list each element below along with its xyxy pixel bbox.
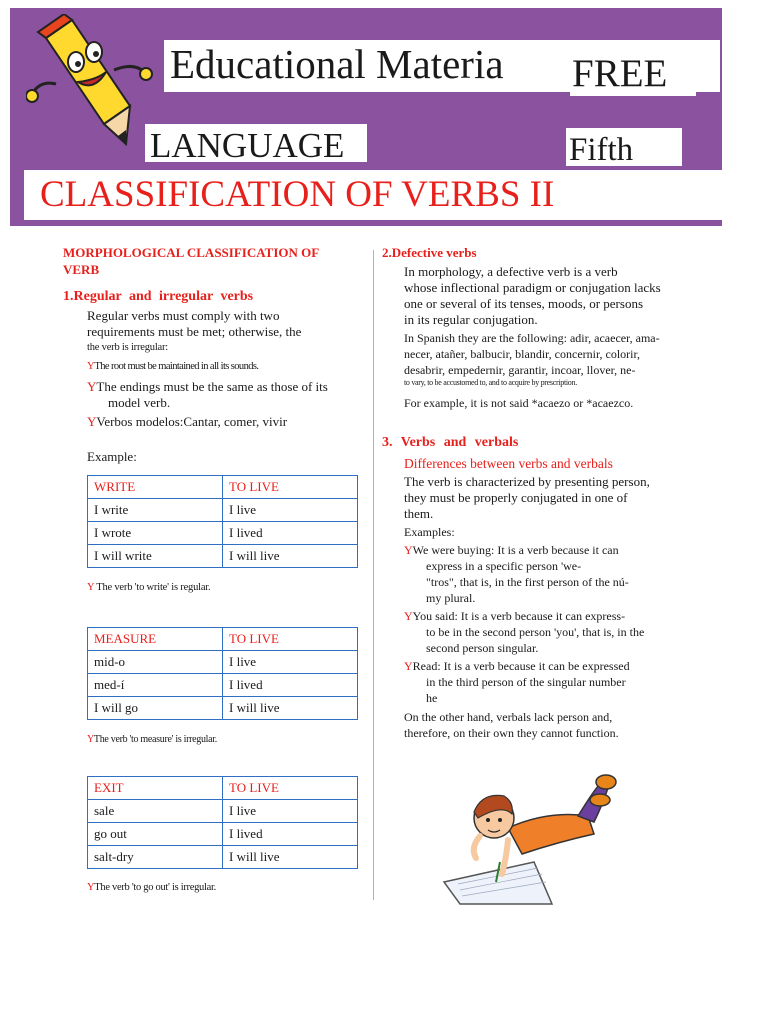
example-text: Read: It is a verb because it can be expressed (412, 659, 630, 673)
example-item (404, 610, 625, 624)
bullet-text: The root must be maintained in all its sounds. (94, 361, 259, 372)
example-item (404, 544, 619, 558)
topic-title: CLASSIFICATION OF VERBS II (40, 174, 555, 215)
table-row (88, 697, 358, 720)
table-row (88, 545, 358, 568)
table-cell: WRITE (88, 476, 223, 499)
table-row (88, 800, 358, 823)
table-row (88, 522, 358, 545)
paragraph-line: The verb is characterized by presenting person, (404, 474, 650, 489)
child-drawing-illustration (438, 770, 618, 906)
table-note (87, 734, 217, 746)
grade-label: Fifth (569, 132, 634, 168)
table-cell: I live (223, 499, 358, 522)
paragraph-line: In morphology, a defective verb is a verb (404, 264, 618, 279)
paragraph-line: in its regular conjugation. (404, 312, 538, 327)
bullet-marker: Y (404, 543, 413, 557)
examples-label: Examples: (404, 525, 455, 539)
table-row (88, 674, 358, 697)
table-cell: I lived (223, 522, 358, 545)
bullet-marker: Y (87, 379, 97, 394)
table-cell: TO LIVE (223, 476, 358, 499)
note-text: The verb 'to go out' is irregular. (94, 882, 216, 893)
table-row (88, 651, 358, 674)
example-continuation: in the third person of the singular number (426, 675, 626, 689)
paragraph-line: desabrir, empedernir, garantir, incoar, llover, ne- (404, 363, 636, 377)
section-heading-line2: VERB (63, 262, 100, 277)
paragraph-line: the verb is irregular: (87, 342, 169, 353)
paragraph-line: Regular verbs must comply with two (87, 308, 280, 323)
page-title: Educational Materia (170, 41, 504, 87)
table-header-row (88, 628, 358, 651)
bullet-marker: Y (87, 414, 97, 429)
table-row (88, 823, 358, 846)
section-heading-line1: MORPHOLOGICAL CLASSIFICATION OF (63, 245, 320, 260)
paragraph-line: On the other hand, verbals lack person and, (404, 710, 613, 724)
table-cell: I will live (223, 697, 358, 720)
example-text: We were buying: It is a verb because it can (412, 543, 619, 557)
example-continuation: second person singular. (426, 641, 539, 655)
bullet-item (87, 361, 258, 373)
subsection-regular-irregular: 1.Regular and irregular verbs (63, 289, 254, 304)
table-cell: I will live (223, 846, 358, 869)
paragraph-line: necer, atañer, balbucir, blandir, concernir, colorir, (404, 347, 640, 361)
example-item (404, 660, 630, 674)
table-cell: I lived (223, 823, 358, 846)
table-cell: med-í (88, 674, 223, 697)
table-cell: I will write (88, 545, 223, 568)
subsection-defective: 2.Defective verbs (382, 245, 477, 260)
paragraph-line: they must be properly conjugated in one of (404, 490, 628, 505)
example-continuation: he (426, 691, 438, 705)
bullet-item (87, 380, 328, 395)
example-continuation: express in a specific person 'we- (426, 559, 582, 573)
free-label: FREE (572, 52, 668, 95)
table-cell: TO LIVE (223, 777, 358, 800)
table-cell: sale (88, 800, 223, 823)
bullet-marker: Y (87, 734, 94, 745)
bullet-marker: Y (87, 361, 95, 372)
table-note (87, 582, 210, 594)
paragraph-line: to vary, to be accustomed to, and to acquire by prescription. (404, 378, 577, 387)
paragraph-line: therefore, on their own they cannot function. (404, 726, 619, 740)
bullet-text: Verbos modelos:Cantar, comer, vivir (96, 414, 288, 429)
table-cell: I will live (223, 545, 358, 568)
bullet-marker: Y (87, 582, 94, 593)
note-text: The verb 'to measure' is irregular. (93, 734, 217, 745)
subject-label: LANGUAGE (150, 126, 345, 165)
conjugation-table-exit (87, 776, 358, 869)
table-cell: go out (88, 823, 223, 846)
table-cell: I live (223, 800, 358, 823)
example-label: Example: (87, 449, 137, 464)
table-cell: I lived (223, 674, 358, 697)
paragraph-line: In Spanish they are the following: adir, acaecer, ama- (404, 331, 660, 345)
paragraph-line: one or several of its tenses, moods, or persons (404, 296, 644, 311)
paragraph-line: requirements must be met; otherwise, the (87, 324, 302, 339)
table-cell: salt-dry (88, 846, 223, 869)
subsection-verbs-verbals: 3. Verbs and verbals (382, 435, 519, 450)
table-cell: MEASURE (88, 628, 223, 651)
table-header-row (88, 476, 358, 499)
table-cell: TO LIVE (223, 628, 358, 651)
subheading-differences: Differences between verbs and verbals (404, 456, 613, 471)
table-header-row (88, 777, 358, 800)
table-cell: I will go (88, 697, 223, 720)
paragraph-line: them. (404, 506, 434, 521)
bullet-item (87, 415, 287, 430)
example-continuation: "tros", that is, in the first person of the nú- (426, 575, 629, 589)
note-text: The verb 'to write' is regular. (94, 582, 211, 593)
table-row (88, 499, 358, 522)
bullet-marker: Y (87, 882, 95, 893)
example-continuation: my plural. (426, 591, 476, 605)
bullet-marker: Y (404, 659, 413, 673)
bullet-text: The endings must be the same as those of its (96, 379, 328, 394)
table-cell: mid-o (88, 651, 223, 674)
table-cell: I write (88, 499, 223, 522)
conjugation-table-measure (87, 627, 358, 720)
paragraph-line: whose inflectional paradigm or conjugation lacks (404, 280, 661, 295)
table-row (88, 846, 358, 869)
column-divider (373, 250, 374, 900)
table-cell: I wrote (88, 522, 223, 545)
table-cell: EXIT (88, 777, 223, 800)
example-continuation: to be in the second person 'you', that is, in the (426, 625, 645, 639)
bullet-continuation: model verb. (108, 395, 171, 410)
table-note (87, 882, 216, 894)
pencil-mascot-illustration (26, 14, 158, 152)
example-text: You said: It is a verb because it can express- (412, 609, 626, 623)
conjugation-table-write (87, 475, 358, 568)
table-cell: I live (223, 651, 358, 674)
paragraph-line: For example, it is not said *acaezo or *acaezco. (404, 396, 634, 410)
bullet-marker: Y (404, 609, 413, 623)
